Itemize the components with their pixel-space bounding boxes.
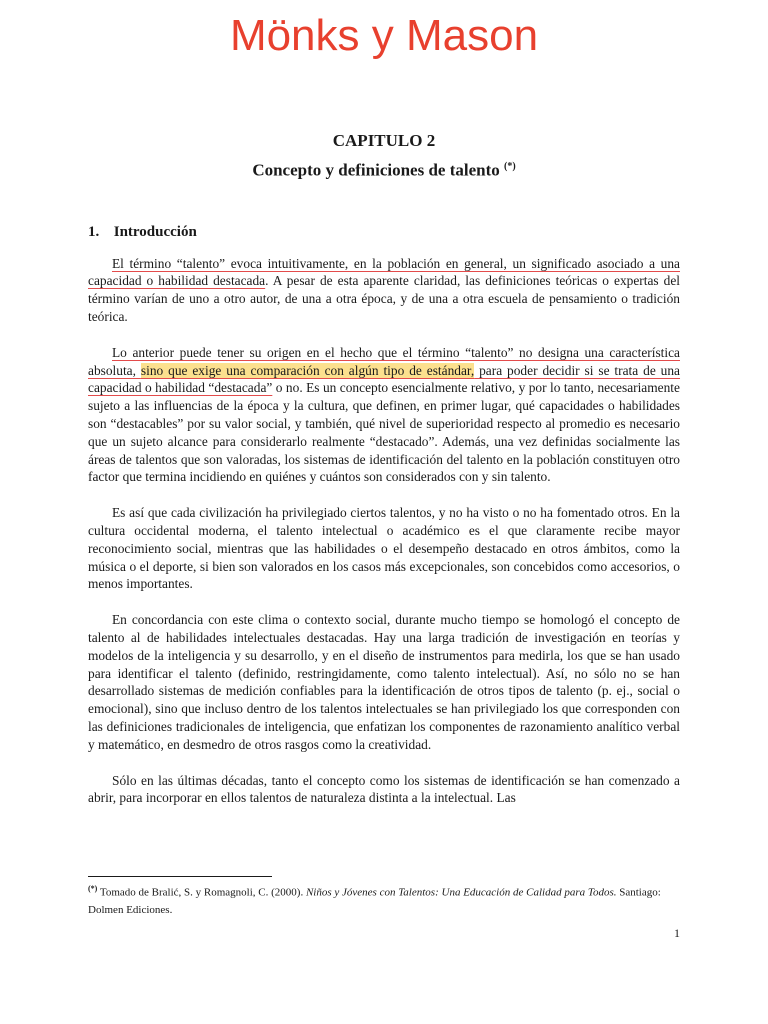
document-page — [88, 128, 680, 807]
footnote — [88, 880, 680, 919]
paragraph-2-text: o no. Es un concepto esencialmente relativo, y por lo tanto, necesariamente sujeto a las influencias de la época y la cultura, que definen, en primer lugar, qué capacidades o habilidades son “destacables” por su valor social, y también, qué nivel de superioridad respecto al promedio es necesario que un sujeto alcance para considerarlo realmente “destacado”. Además, una vez definidas socialmente las áreas de talentos que son valoradas, los sistemas de identificación del talento en la población constituyen otro factor que termina incidiendo en quiénes y cuántos son considerados con y sin talento. — [88, 380, 680, 485]
paragraph-3: Es así que cada civilización ha privilegiado ciertos talentos, y no ha visto o no ha fomentado otros. En la cultura occidental moderna, el talento intelectual o académico es el que claramente recibe mayor reconocimiento social, mientras que las habilidades o el desempeño destacado en otros ámbitos, como la música o el deporte, si bien son valorados en los casos más excepcionales, son concebidos como accesorios, o menos importantes. — [88, 505, 680, 592]
chapter-note-mark: (*) — [504, 161, 516, 172]
footnote-publisher: Santiago: Dolmen Ediciones. — [88, 886, 661, 916]
paragraph-2 — [88, 344, 680, 486]
page-number: 1 — [674, 926, 680, 940]
paragraph-1-text: . A pesar de esta aparente claridad, las definiciones teóricas o expertas del término varían de uno a otro autor, de una a otra época, y de una a otra escuela de pensamiento o tradición teórica. — [88, 273, 680, 325]
section-title: Introducción — [113, 223, 197, 240]
footnote-divider — [88, 876, 272, 877]
paragraph-4: En concordancia con este clima o contexto social, durante mucho tiempo se homologó el concepto de talento al de habilidades intelectuales destacadas. Hay una larga tradición de investigación en teorías y modelos de la inteligencia y su desarrollo, y en el diseño de instrumentos para medirla, los que se han usado para identificar el talento (definido, restringidamente, como talento intelectual). Así, no sólo no se han desarrollado sistemas de medición confiables para la identificación de otros tipos de talento (p. ej., social o emocional), sino que incluso dentro de los talentos intelectuales se han privilegiado los que corresponden con las definiciones tradicionales de inteligencia, que enfatizan los componentes de razonamiento analítico verbal y matemático, en desmedro de otros rasgos como la creatividad. — [88, 612, 680, 752]
chapter-title-text: Concepto y definiciones de talento — [252, 160, 500, 180]
section-number: 1. — [88, 223, 100, 240]
highlighted-text: sino que exige una comparación con algún tipo de estándar, — [140, 362, 475, 378]
underlined-text: Lo anterior puede tener su origen en el hecho que el término “talento” no designa una característica absoluta, — [88, 344, 680, 378]
document-banner-title: Mönks y Mason — [229, 11, 539, 60]
section-heading — [88, 224, 680, 241]
footnote-mark: (*) — [88, 884, 98, 893]
chapter-number: CAPITULO 2 — [332, 131, 436, 150]
paragraph-1 — [88, 255, 680, 326]
underlined-text: El término “talento” evoca intuitivamente, en la población en general, un significado asociado a una capacidad o habilidad destacada — [88, 255, 680, 289]
paragraph-5: Sólo en las últimas décadas, tanto el concepto como los sistemas de identificación se han comenzado a abrir, para incorporar en ellos talentos de naturaleza distinta a la intelectual. Las — [88, 772, 680, 806]
footnote-book-title: Niños y Jóvenes con Talentos: Una Educación de Calidad para Todos. — [305, 886, 617, 899]
underlined-text: para poder decidir si se trata de una capacidad o habilidad “destacada” — [88, 362, 681, 396]
footnote-authors: Tomado de Bralić, S. y Romagnoli, C. (2000). — [97, 886, 306, 899]
chapter-title — [88, 154, 680, 184]
